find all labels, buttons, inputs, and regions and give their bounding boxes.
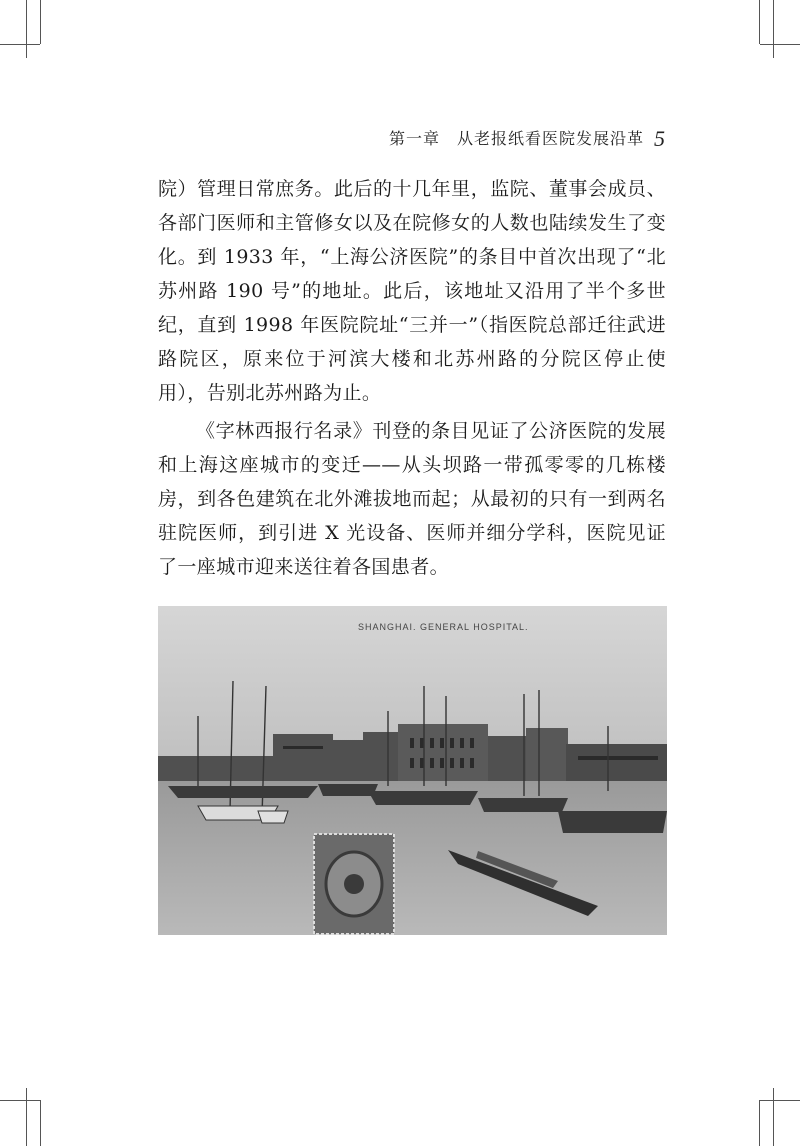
crop-mark-bottom-left-h	[0, 1100, 40, 1101]
body-text	[158, 172, 666, 584]
running-header	[158, 126, 666, 152]
crop-mark-top-left-v	[40, 0, 41, 44]
postage-stamp	[314, 834, 394, 934]
crop-mark-top-right-v2	[773, 0, 774, 58]
photo-caption: SHANGHAI. GENERAL HOSPITAL.	[358, 622, 529, 632]
crop-mark-bottom-right-h	[760, 1100, 800, 1101]
photo-illustration	[158, 606, 667, 935]
paragraph-1: 院）管理日常庶务。此后的十几年里，监院、董事会成员、各部门医师和主管修女以及在院修女的人数也陆续发生了变化。到 1933 年，“上海公济医院”的条目中首次出现了“北苏州路 190 号”的地址。此后，该地址又沿用了半个多世纪，直到 1998 年医院院址“三并一”（指医院总部迁往武进路院区，原来位于河滨大楼和北苏州路的分院区停止使用），告别北苏州路为止。	[158, 178, 666, 404]
crop-mark-top-left-h	[0, 44, 40, 45]
crop-mark-bottom-right-v2	[773, 1088, 774, 1146]
crop-mark-top-left-v2	[26, 0, 27, 58]
paragraph-2: 《字林西报行名录》刊登的条目见证了公济医院的发展和上海这座城市的变迁——从头坝路一带孤零零的几栋楼房，到各色建筑在北外滩拔地而起；从最初的只有一到两名驻院医师，到引进 X 光设备、医师并细分学科，医院见证了一座城市迎来送往着各国患者。	[158, 420, 666, 578]
page-number: 5	[654, 126, 666, 151]
crop-mark-top-right-v	[759, 0, 760, 44]
crop-mark-bottom-right-v	[759, 1100, 760, 1146]
crop-mark-top-right-h	[760, 44, 800, 45]
crop-mark-bottom-left-v	[40, 1100, 41, 1146]
historical-photo-shanghai-general-hospital	[158, 606, 667, 935]
chapter-title: 第一章 从老报纸看医院发展沿革	[388, 129, 644, 148]
crop-mark-bottom-left-v2	[26, 1088, 27, 1146]
